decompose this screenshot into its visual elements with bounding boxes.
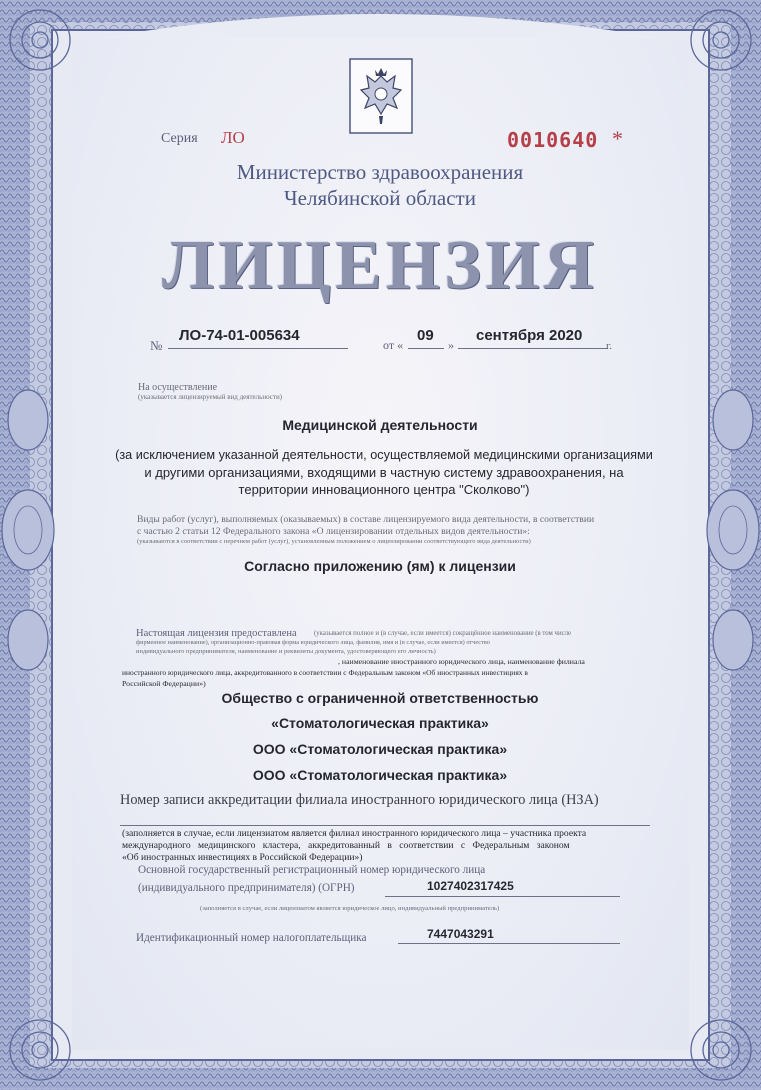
license-month-year: сентября 2020 (476, 327, 583, 344)
document-title: ЛИЦЕНЗИЯ (161, 227, 599, 304)
licensee-name-brand: «Стоматологическая практика» (271, 715, 489, 731)
nza-label: Номер записи аккредитации филиала иностранного юридического лица (НЗА) (120, 792, 599, 808)
works-value: Согласно приложению (ям) к лицензии (244, 558, 516, 574)
issuer-line-2: Челябинской области (284, 186, 476, 210)
ogrn-label-line-2: (индивидуального предпринимателя) (ОГРН) (138, 882, 355, 894)
ogrn-value: 1027402317425 (427, 879, 514, 893)
license-day: 09 (417, 327, 434, 344)
licensee-name-short-repeat: ООО «Стоматологическая практика» (252, 767, 508, 783)
licensee-foreign-hint-line-2: иностранного юридического лица, аккредитованного в соответствии с Федеральным законом «Об иностранных инвестициях в (122, 668, 528, 677)
licensee-hint-line-2: фирменное наименование), организационно-правовая форма юридического лица, фамилия, имя и (в случае, если имеется) отчество (136, 639, 490, 646)
nza-hint-line-1: (заполняется в случае, если лицензиатом является филиал иностранного юридического лица – участника проекта (122, 828, 587, 839)
nza-hint-line-2: международного медицинского кластера, аккредитованный в соответствии с Федеральным законом (122, 840, 570, 851)
ogrn-hint: (заполняется в случае, если лицензиатом является юридическое лицо, индивидуальный предприниматель) (200, 905, 500, 912)
coat-of-arms-icon (349, 58, 413, 134)
activity-label: На осуществление (138, 382, 218, 393)
nza-line (120, 825, 650, 826)
ogrn-label-line-1: Основной государственный регистрационный номер юридического лица (138, 864, 486, 876)
nza-hint-line-3: «Об иностранных инвестициях в Российской Федерации») (122, 852, 363, 863)
license-number: ЛО-74-01-005634 (179, 327, 300, 344)
activity-name: Медицинской деятельности (282, 417, 478, 433)
licensee-name-full: Общество с ограниченной ответственностью (221, 690, 539, 706)
license-date-line (458, 348, 608, 349)
inn-line (398, 943, 620, 944)
issuer-line-1: Министерство здравоохранения (236, 160, 524, 184)
inn-label: Идентификационный номер налогоплательщика (136, 932, 367, 944)
licensee-hint-line-3: индивидуального предпринимателя, наименование и реквизиты документа, удостоверяющего его личность) (136, 648, 436, 655)
license-from-label: от « (383, 338, 404, 352)
series-star: * (612, 126, 623, 151)
series-number: 0010640 (507, 128, 599, 152)
licensee-foreign-hint-line-3: Российской Федерации») (122, 679, 206, 688)
license-number-line (168, 348, 348, 349)
works-hint: (указываются в соответствии с перечнем работ (услуг), установленным положением о лицензировании соответствующего вида деятельности) (137, 538, 531, 545)
activity-exclusion-line-2: и другими организациями, входящими в частную систему здравоохранения, на (144, 465, 624, 480)
licensee-label: Настоящая лицензия предоставлена (136, 628, 297, 639)
activity-hint: (указывается лицензируемый вид деятельности) (138, 393, 283, 401)
license-quote-close: » (448, 338, 454, 352)
activity-exclusion-line-1: (за исключением указанной деятельности, осуществляемой медицинскими организациями (115, 448, 653, 462)
series-code: ЛО (221, 128, 245, 147)
ogrn-line (385, 896, 620, 897)
license-day-line (408, 348, 444, 349)
activity-exclusion-line-3: территории инновационного центра "Сколково") (238, 482, 530, 497)
inn-value: 7447043291 (427, 927, 494, 941)
license-no-label: № (150, 338, 163, 353)
license-year-suffix: г. (606, 340, 613, 352)
works-text-line-1: Виды работ (услуг), выполняемых (оказываемых) в составе лицензируемого вида деятельности, в соответствии (137, 514, 595, 525)
series-label: Серия (161, 131, 198, 146)
licensee-foreign-hint-line-1: , наименование иностранного юридического лица, наименование филиала (338, 657, 585, 666)
works-text-line-2: с частью 2 статьи 12 Федерального закона «О лицензировании отдельных видов деятельности»: (137, 526, 530, 537)
licensee-name-short: ООО «Стоматологическая практика» (252, 741, 508, 757)
licensee-hint-line-1: (указывается полное и (в случае, если имеется) сокращённое наименование (в том числе (314, 630, 572, 637)
